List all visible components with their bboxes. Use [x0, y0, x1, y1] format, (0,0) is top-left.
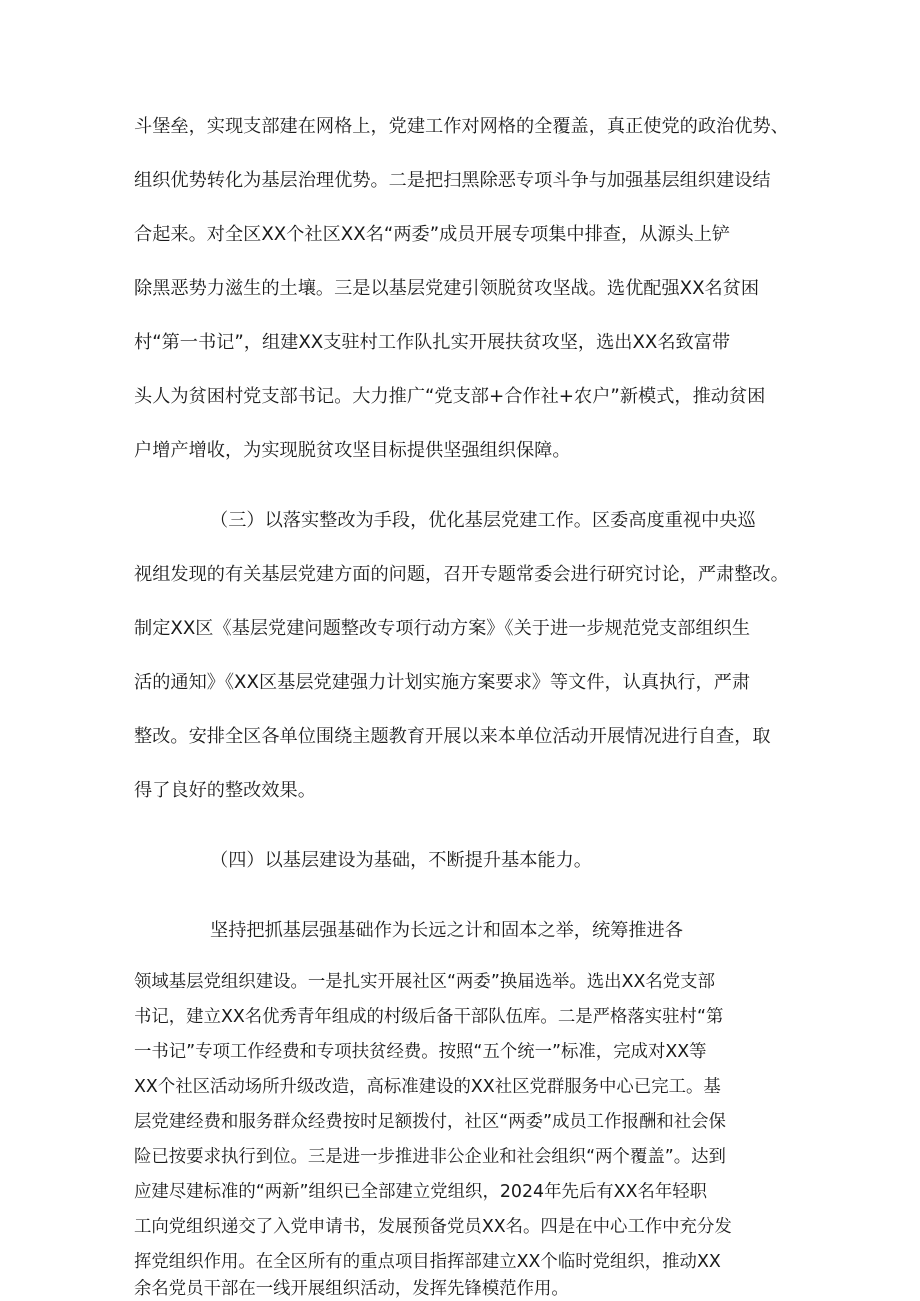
paragraph-3-line-1: 领域基层党组织建设。一是扎实开展社区“两委”换届选举。选出XX名党支部	[134, 972, 715, 992]
paragraph-2-line-6: 得了良好的整改效果。	[134, 780, 316, 801]
paragraph-1-line-4: 除黑恶势力滋生的土壤。三是以基层党建引领脱贫攻坚战。选优配强XX名贫困	[134, 278, 760, 299]
paragraph-3-first-line: 坚持把抓基层强基础作为长远之计和固本之举，统筹推进各	[210, 920, 683, 941]
paragraph-2-line-2: 视组发现的有关基层党建方面的问题，召开专题常委会进行研究讨论，严肃整改。	[134, 564, 789, 585]
paragraph-3-line-7: 应建尽建标准的“两新”组织已全部建立党组织，2024年先后有XX名年轻职	[134, 1182, 708, 1202]
paragraph-3-line-6: 险已按要求执行到位。三是进一步推进非公企业和社会组织“两个覆盖”。达到	[134, 1147, 726, 1167]
paragraph-3-line-2: 书记，建立XX名优秀青年组成的村级后备干部队伍库。二是严格落实驻村“第	[134, 1007, 724, 1027]
paragraph-2-line-1: （三）以落实整改为手段，优化基层党建工作。区委高度重视中央巡	[210, 510, 756, 531]
paragraph-3-line-4: XX个社区活动场所升级改造，高标准建设的XX社区党群服务中心已完工。基	[134, 1077, 721, 1097]
paragraph-3-line-9: 挥党组织作用。在全区所有的重点项目指挥部建立XX个临时党组织，推动XX	[134, 1252, 721, 1272]
paragraph-2-line-4: 活的通知》《XX区基层党建强力计划实施方案要求》等文件，认真执行，严肃	[134, 672, 751, 693]
paragraph-3-line-3: 一书记”专项工作经费和专项扶贫经费。按照“五个统一”标准，完成对XX等	[134, 1042, 707, 1062]
paragraph-2-line-3: 制定XX区《基层党建问题整改专项行动方案》《关于进一步规范党支部组织生	[134, 618, 751, 639]
paragraph-1-line-5: 村“第一书记”，组建XX支驻村工作队扎实开展扶贫攻坚，选出XX名致富带	[134, 332, 731, 353]
paragraph-3-line-10: 余名党员干部在一线开展组织活动，发挥先锋模范作用。	[134, 1279, 569, 1299]
paragraph-1-line-2: 组织优势转化为基层治理优势。二是把扫黑除恶专项斗争与加强基层组织建设结	[134, 170, 771, 191]
paragraph-3-line-8: 工向党组织递交了入党申请书，发展预备党员XX名。四是在中心工作中充分发	[134, 1217, 732, 1237]
paragraph-1-line-3: 合起来。对全区XX个社区XX名“两委”成员开展专项集中排查，从源头上铲	[134, 224, 731, 245]
paragraph-1-line-6: 头人为贫困村党支部书记。大力推广“党支部+合作社+农户”新模式，推动贫困	[134, 386, 766, 407]
paragraph-1-line-1: 斗堡垒，实现支部建在网格上，党建工作对网格的全覆盖，真正使党的政治优势、	[134, 116, 789, 137]
paragraph-3-line-5: 层党建经费和服务群众经费按时足额拨付，社区“两委”成员工作报酬和社会保	[134, 1112, 726, 1132]
paragraph-1-line-7: 户增产增收，为实现脱贫攻坚目标提供坚强组织保障。	[134, 440, 571, 461]
paragraph-2-line-5: 整改。安排全区各单位围绕主题教育开展以来本单位活动开展情况进行自查，取	[134, 726, 771, 747]
section-heading-4: （四）以基层建设为基础，不断提升基本能力。	[210, 850, 592, 871]
